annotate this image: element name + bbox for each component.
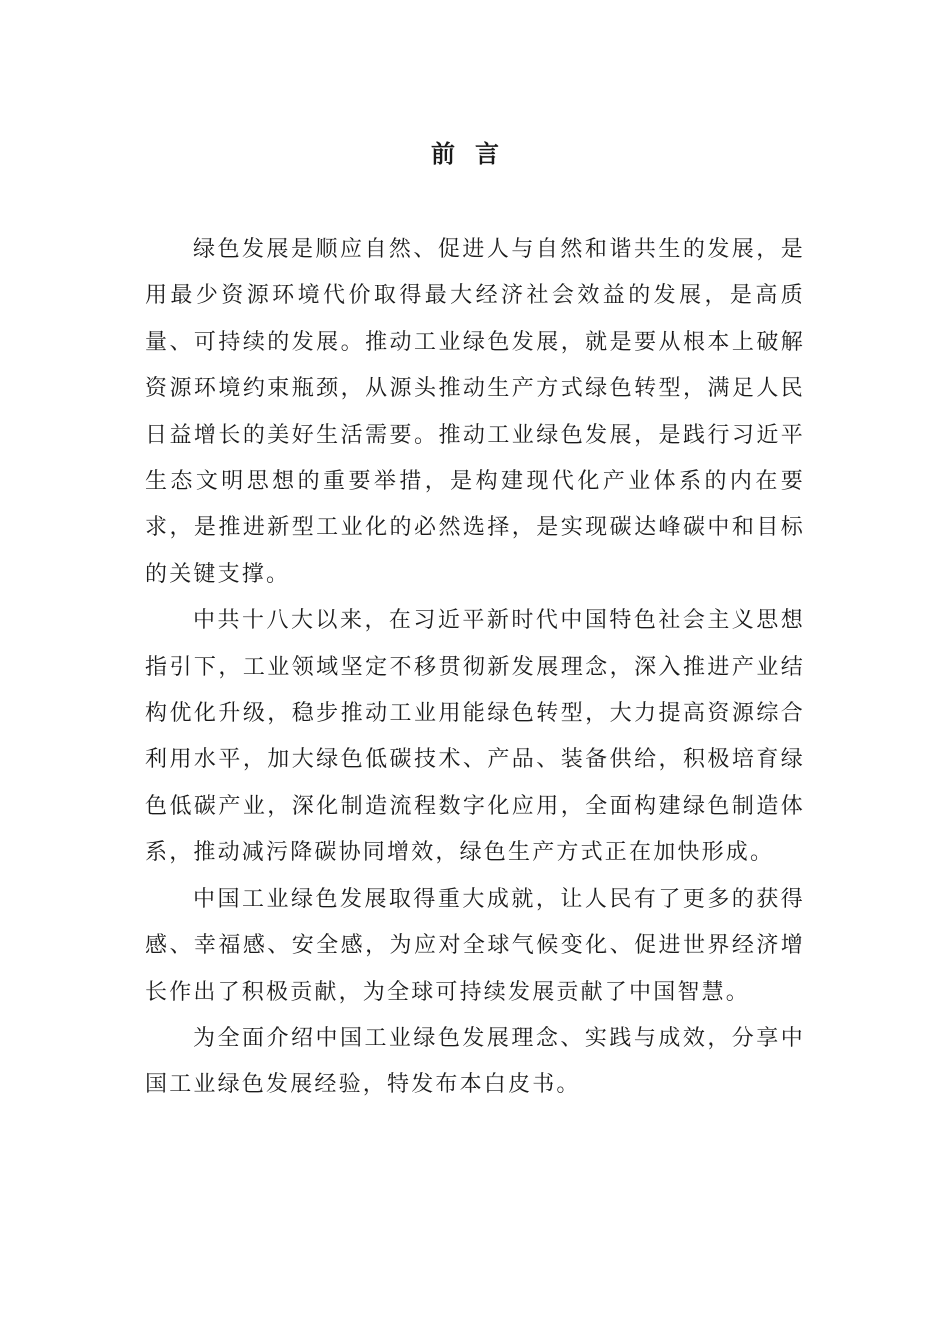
page-title: 前言 [431, 139, 519, 168]
paragraph-4: 为全面介绍中国工业绿色发展理念、实践与成效，分享中国工业绿色发展经验，特发布本白皮书。 [145, 1025, 805, 1098]
body-text [145, 227, 805, 1109]
paragraph-2: 中共十八大以来，在习近平新时代中国特色社会主义思想指引下，工业领域坚定不移贯彻新发展理念，深入推进产业结构优化升级，稳步推动工业用能绿色转型，大力提高资源综合利用水平，加大绿色低碳技术、产品、装备供给，积极培育绿色低碳产业，深化制造流程数字化应用，全面构建绿色制造体系，推动减污降碳协同增效，绿色生产方式正在加快形成。 [145, 608, 805, 866]
paragraph-1: 绿色发展是顺应自然、促进人与自然和谐共生的发展，是用最少资源环境代价取得最大经济社会效益的发展，是高质量、可持续的发展。推动工业绿色发展，就是要从根本上破解资源环境约束瓶颈，从源头推动生产方式绿色转型，满足人民日益增长的美好生活需要。推动工业绿色发展，是践行习近平生态文明思想的重要举措，是构建现代化产业体系的内在要求，是推进新型工业化的必然选择，是实现碳达峰碳中和目标的关键支撑。 [145, 237, 805, 587]
paragraph-3: 中国工业绿色发展取得重大成就，让人民有了更多的获得感、幸福感、安全感，为应对全球气候变化、促进世界经济增长作出了积极贡献，为全球可持续发展贡献了中国智慧。 [145, 886, 805, 1005]
